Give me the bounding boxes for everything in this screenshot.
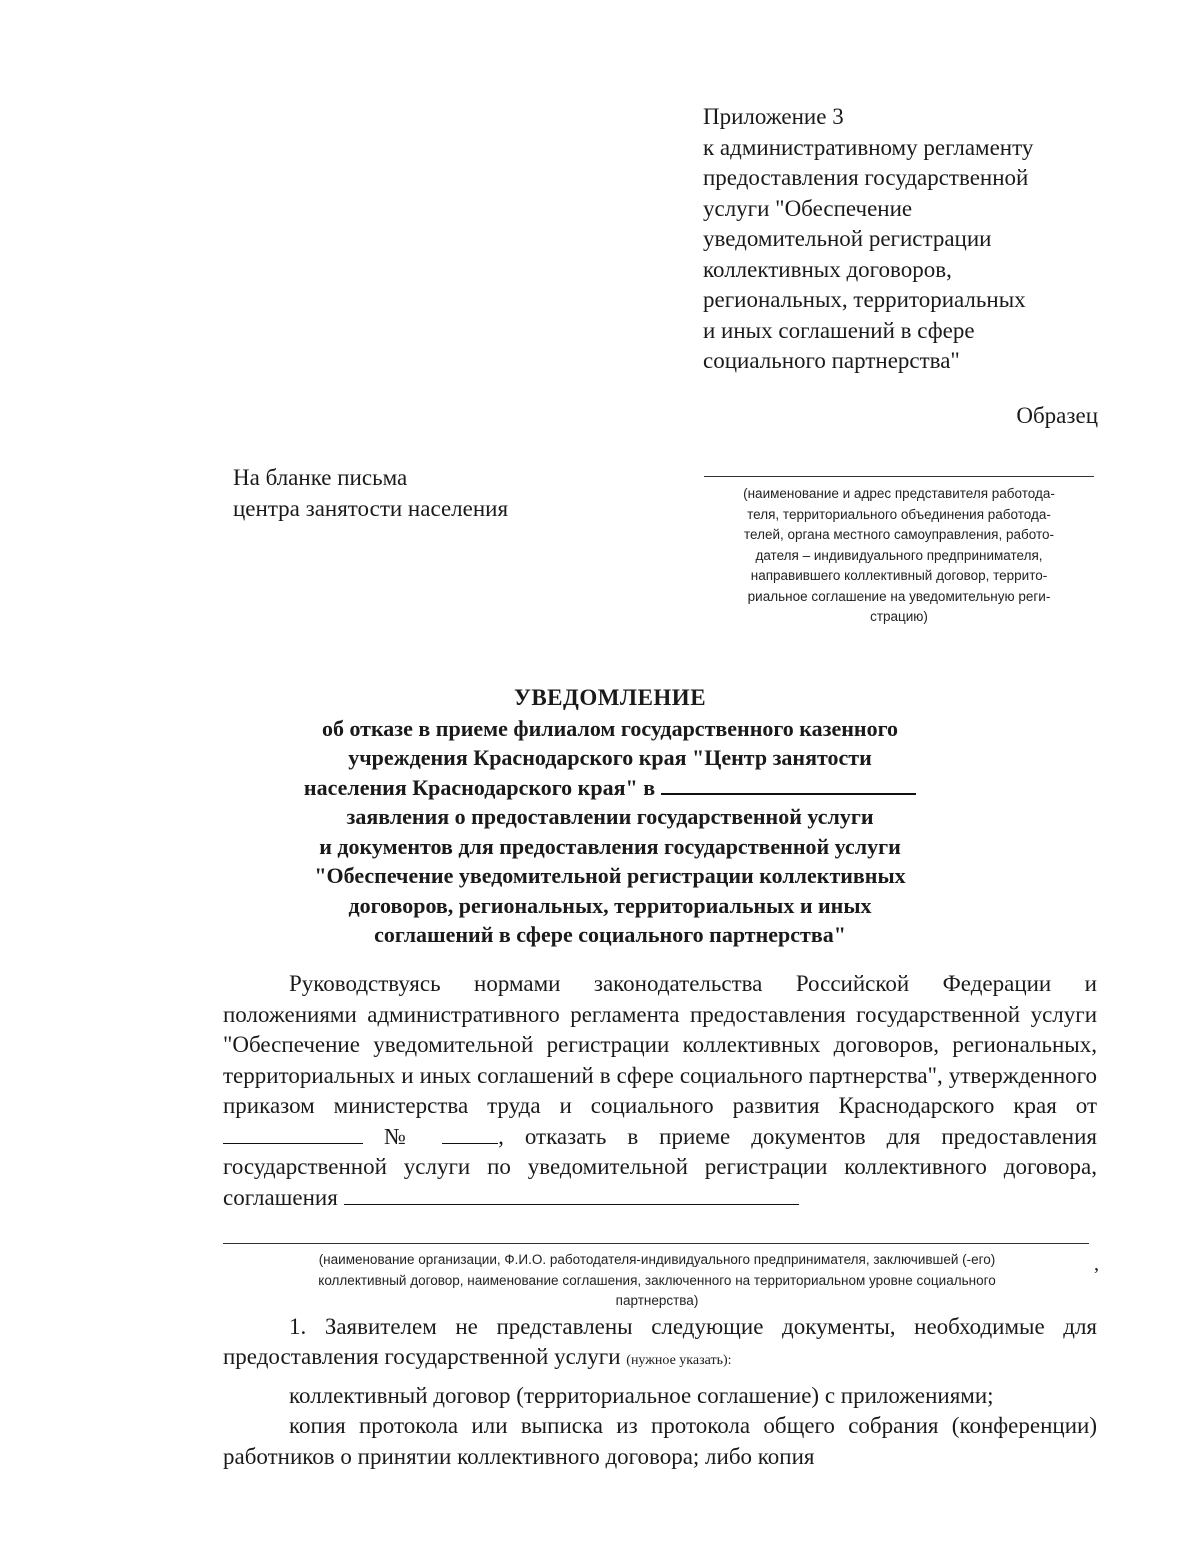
- item-1-hint: (нужное указать):: [626, 1353, 732, 1368]
- appendix-line: социального партнерства": [703, 348, 960, 373]
- caption-line: (наименование организации, Ф.И.О. работодателя-индивидуального предпринимателя, заключившей (-его): [318, 1252, 996, 1267]
- paragraph-text: , отказать в приеме документов для предоставления государственной услуги по уведомительной регистрации коллективного договора, соглашения: [223, 1123, 1097, 1210]
- caption-line: направившего коллективный договор, террито-: [750, 568, 1048, 583]
- notice-subtitle-line: и документов для предоставления государственной услуги: [319, 833, 901, 859]
- caption-line: партнерства): [615, 1293, 699, 1308]
- org-line-comma: ,: [1094, 1253, 1099, 1275]
- org-caption: [217, 1250, 1097, 1312]
- item-1-document: копия протокола или выписка из протокола общего собрания (конференции) работников о принятии коллективного договора; либо копия: [223, 1413, 1097, 1469]
- notice-subtitle-line: "Обеспечение уведомительной регистрации коллективных: [314, 863, 906, 888]
- main-paragraph: [223, 969, 1097, 1213]
- caption-line: телей, органа местного самоуправления, работо-: [744, 527, 1054, 542]
- caption-line: (наименование и адрес представителя работода-: [743, 486, 1055, 501]
- appendix-line: услуги "Обеспечение: [703, 195, 913, 221]
- appendix-line: предоставления государственной: [703, 165, 1029, 190]
- item-1-document: коллективный договор (территориальное соглашение) с приложениями;: [289, 1382, 994, 1408]
- addressee-caption: [697, 484, 1101, 628]
- caption-line: коллективный договор, наименование соглашения, заключенного на территориальном уровне социального: [318, 1272, 996, 1288]
- paragraph-text: Руководствуясь нормами законодательства Российской Федерации и положениями административного регламента предоставления государственной услуги "Обеспечение уведомительной регистрации коллективных договоров, региональных, территориальных и иных соглашений в сфере социального партнерства", утвержденного приказом министерства труда и социального развития Краснодарского края от: [223, 971, 1097, 1118]
- letterhead-note: [233, 463, 508, 524]
- caption-line: риальное соглашение на уведомительную реги-: [747, 588, 1051, 604]
- number-sign: №: [383, 1123, 422, 1149]
- notice-subtitle-line: [210, 773, 1010, 803]
- agreement-name-blank: [344, 1186, 799, 1205]
- notice-subtitle-line: соглашений в сфере социального партнерства": [374, 922, 846, 947]
- notice-heading: [210, 683, 1010, 950]
- caption-line: дателя – индивидуального предпринимателя,: [755, 547, 1043, 563]
- appendix-line: к административному регламенту: [703, 134, 1034, 160]
- item-1-text: 1. Заявителем не представлены следующие документы, необходимые для предоставления государственной услуги: [223, 1313, 1097, 1369]
- order-date-blank: [223, 1125, 363, 1144]
- item-1: [223, 1312, 1097, 1377]
- notice-subtitle-text: населения Краснодарского края" в: [303, 774, 656, 800]
- appendix-line: уведомительной регистрации: [703, 226, 992, 251]
- notice-title: УВЕДОМЛЕНИЕ: [513, 685, 707, 710]
- appendix-line: коллективных договоров,: [703, 256, 952, 282]
- appendix-block: [703, 102, 1123, 377]
- appendix-line: региональных, территориальных: [703, 287, 1026, 312]
- order-number-blank: [442, 1125, 498, 1144]
- addressee-block: [697, 476, 1101, 628]
- notice-subtitle-line: договоров, региональных, территориальных и иных: [348, 892, 872, 918]
- appendix-line: и иных соглашений в сфере: [703, 317, 975, 343]
- notice-body: [223, 969, 1097, 1472]
- notice-subtitle-line: заявления о предоставлении государственной услуги: [346, 804, 874, 829]
- branch-fill-blank: [661, 775, 916, 795]
- addressee-fill-line: [704, 476, 1094, 477]
- caption-line: страцию): [870, 609, 928, 624]
- letterhead-line: центра занятости населения: [233, 495, 509, 521]
- notice-subtitle-line: учреждения Краснодарского края "Центр занятости: [348, 745, 872, 770]
- caption-line: теля, территориального объединения работода-: [747, 506, 1051, 522]
- notice-subtitle-line: об отказе в приеме филиалом государственного казенного: [321, 715, 899, 741]
- appendix-line: Приложение 3: [703, 104, 844, 129]
- org-fill-line: [223, 1243, 1089, 1244]
- sample-label: Образец: [1016, 403, 1098, 428]
- letterhead-line: На бланке письма: [233, 465, 408, 490]
